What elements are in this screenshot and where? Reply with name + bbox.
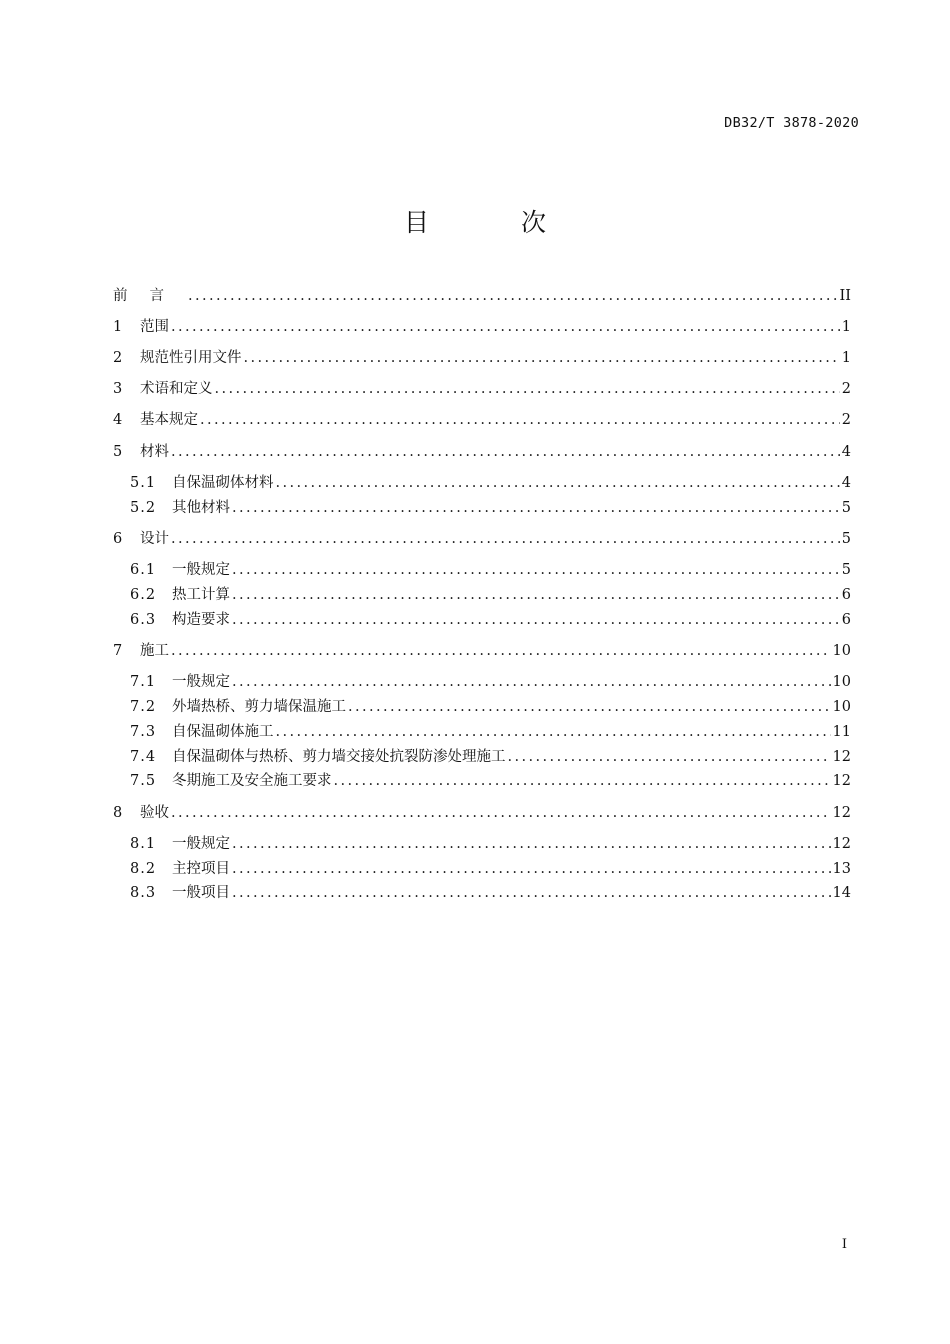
toc-entry-number: 6.3 <box>130 612 157 628</box>
toc-leader-dots <box>200 409 840 431</box>
toc-entry-number: 6.2 <box>130 587 157 603</box>
toc-entry-page: 5 <box>841 562 851 578</box>
toc-entry-title: 自保温砌体材料 <box>172 475 274 491</box>
toc-entry-page: 6 <box>841 587 851 603</box>
toc-entry-page: 10 <box>832 699 851 715</box>
toc-entry-number: 8.1 <box>130 836 157 852</box>
toc-leader-dots <box>188 285 838 307</box>
toc-subentry[interactable] <box>130 746 851 768</box>
toc-entry[interactable] <box>113 347 851 369</box>
toc-entry[interactable] <box>113 378 851 400</box>
toc-entry-title: 一般规定 <box>172 674 230 690</box>
toc-leader-dots <box>276 472 840 494</box>
toc-subentry[interactable] <box>130 882 851 904</box>
toc-leader-dots <box>232 858 831 880</box>
toc-entry-title: 施工 <box>140 643 169 659</box>
toc-entry-title: 外墙热桥、剪力墙保温施工 <box>172 699 346 715</box>
toc-entry-page: 14 <box>832 885 851 901</box>
toc-leader-dots <box>171 640 831 662</box>
toc-entry-foreword[interactable] <box>113 285 851 307</box>
toc-entry-page: 4 <box>841 444 851 460</box>
toc-entry-page: 10 <box>832 643 851 659</box>
toc-leader-dots <box>232 833 831 855</box>
toc-entry-page: 2 <box>841 412 851 428</box>
toc-entry-title: 规范性引用文件 <box>140 350 242 366</box>
toc-entry-title: 自保温砌体施工 <box>172 724 274 740</box>
toc-entry-page: 5 <box>841 500 851 516</box>
toc-subentry[interactable] <box>130 472 851 494</box>
toc-entry-number: 8 <box>113 805 123 821</box>
toc-entry-page: 4 <box>841 475 851 491</box>
toc-subentry[interactable] <box>130 833 851 855</box>
toc-entry-page: 10 <box>832 674 851 690</box>
toc-entry-page: II <box>839 288 851 304</box>
toc-subentry[interactable] <box>130 559 851 581</box>
toc-leader-dots <box>215 378 840 400</box>
toc-entry[interactable] <box>113 316 851 338</box>
toc-entry-page: 1 <box>841 319 851 335</box>
toc-leader-dots <box>171 441 840 463</box>
toc-entry-page: 6 <box>841 612 851 628</box>
toc-leader-dots <box>232 609 840 631</box>
toc-entry-title: 前言 <box>113 288 186 304</box>
toc-entry-title: 一般规定 <box>172 562 230 578</box>
toc-entry-number: 4 <box>113 412 123 428</box>
toc-entry-page: 12 <box>832 773 851 789</box>
toc-entry-title: 材料 <box>140 444 169 460</box>
toc-leader-dots <box>171 528 840 550</box>
toc-entry-number: 7.5 <box>130 773 157 789</box>
toc-subentry[interactable] <box>130 671 851 693</box>
toc-leader-dots <box>171 316 840 338</box>
toc-entry-number: 8.3 <box>130 885 157 901</box>
toc-entry-page: 5 <box>841 531 851 547</box>
toc-entry-title: 术语和定义 <box>140 381 213 397</box>
toc-entry-number: 1 <box>113 319 123 335</box>
toc-entry-page: 12 <box>832 836 851 852</box>
toc-entry-number: 6 <box>113 531 123 547</box>
toc-entry-number: 7.4 <box>130 749 157 765</box>
toc-entry-title: 设计 <box>140 531 169 547</box>
toc-entry-title: 构造要求 <box>172 612 230 628</box>
toc-subentry[interactable] <box>130 858 851 880</box>
toc-leader-dots <box>232 497 840 519</box>
toc-entry[interactable] <box>113 528 851 550</box>
toc-entry-number: 7 <box>113 643 123 659</box>
toc-entry-number: 5.1 <box>130 475 157 491</box>
toc-entry-title: 一般规定 <box>172 836 230 852</box>
standard-code: DB32/T 3878-2020 <box>724 115 859 131</box>
toc-entry-number: 6.1 <box>130 562 157 578</box>
toc-leader-dots <box>232 671 831 693</box>
toc-entry-title: 自保温砌体与热桥、剪力墙交接处抗裂防渗处理施工 <box>172 749 506 765</box>
toc-leader-dots <box>348 696 831 718</box>
toc-entry-page: 12 <box>832 805 851 821</box>
toc-entry-number: 7.1 <box>130 674 157 690</box>
toc-subentry[interactable] <box>130 696 851 718</box>
toc-subentry[interactable] <box>130 770 851 792</box>
toc-entry-title: 主控项目 <box>172 861 230 877</box>
toc-leader-dots <box>232 559 840 581</box>
toc-subentry[interactable] <box>130 497 851 519</box>
toc-leader-dots <box>334 770 831 792</box>
toc-leader-dots <box>244 347 840 369</box>
toc-entry[interactable] <box>113 441 851 463</box>
toc-entry-number: 3 <box>113 381 123 397</box>
toc-entry-page: 12 <box>832 749 851 765</box>
toc-leader-dots <box>508 746 831 768</box>
toc-leader-dots <box>276 721 831 743</box>
toc-entry-title: 验收 <box>140 805 169 821</box>
toc-leader-dots <box>171 802 831 824</box>
toc-subentry[interactable] <box>130 721 851 743</box>
toc-subentry[interactable] <box>130 584 851 606</box>
toc-entry[interactable] <box>113 802 851 824</box>
toc-entry-title: 热工计算 <box>172 587 230 603</box>
toc-entry-number: 7.2 <box>130 699 157 715</box>
toc-entry-number: 5 <box>113 444 123 460</box>
toc-title: 目 次 <box>404 208 588 237</box>
page-number: I <box>841 1237 847 1252</box>
toc-entry-title: 范围 <box>140 319 169 335</box>
toc-entry-page: 13 <box>832 861 851 877</box>
toc-entry-title: 一般项目 <box>172 885 230 901</box>
toc-entry-page: 1 <box>841 350 851 366</box>
toc-entry[interactable] <box>113 640 851 662</box>
toc-entry-number: 8.2 <box>130 861 157 877</box>
toc-entry-title: 冬期施工及安全施工要求 <box>172 773 332 789</box>
toc-leader-dots <box>232 584 840 606</box>
toc-entry-page: 11 <box>832 724 851 740</box>
toc-leader-dots <box>232 882 831 904</box>
toc-entry-number: 7.3 <box>130 724 157 740</box>
toc-entry-number: 5.2 <box>130 500 157 516</box>
toc-entry-number: 2 <box>113 350 123 366</box>
toc-entry-page: 2 <box>841 381 851 397</box>
toc-entry-title: 基本规定 <box>140 412 198 428</box>
toc-entry-title: 其他材料 <box>172 500 230 516</box>
toc-entry[interactable] <box>113 409 851 431</box>
toc-subentry[interactable] <box>130 609 851 631</box>
